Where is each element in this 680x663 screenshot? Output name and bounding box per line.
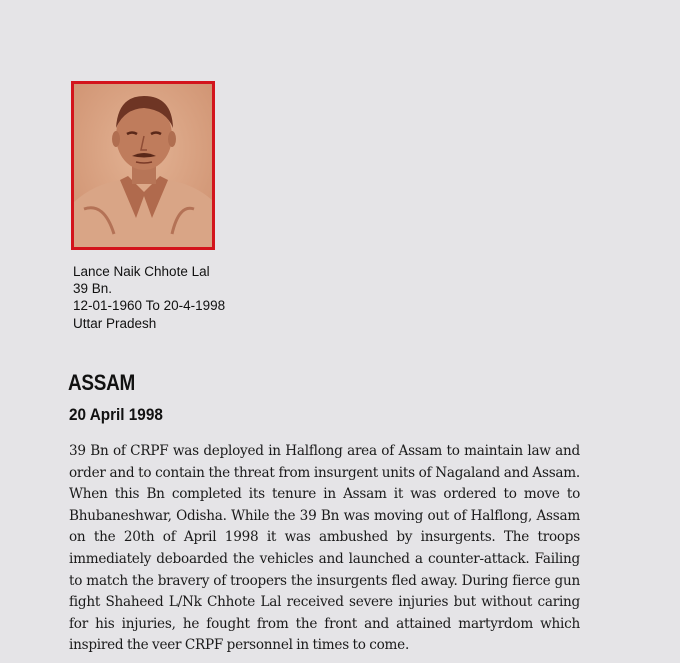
profile-dates: 12-01-1960 To 20-4-1998 [73,298,226,314]
incident-state-heading: ASSAM [68,370,136,395]
incident-narrative: 39 Bn of CRPF was deployed in Halflong area of Assam to maintain law and order and to contain the threat from insurgent units of Nagaland and Assam. When this Bn completed its tenure in Assam it was ordered to move to Bhubaneshwar, Odisha. While the 39 Bn was moving out of Halflong, Assam on the 20th of April 1998 it was ambushed by insurgents. The troops immediately deboarded the vehicles and launched a counter-attack. Failing to match the bravery of troopers the insurgents fled away. During fierce gun fight Shaheed L/Nk Chhote Lal received severe injuries but without caring for his injuries, he fought from the front and attained martyrdom which inspired the veer CRPF personnel in times to come. [69,443,580,654]
portrait-photo [71,81,215,250]
profile-name: Lance Naik Chhote Lal [73,264,210,279]
profile-battalion: 39 Bn. [73,281,113,297]
portrait-image [74,84,212,247]
profile-caption [73,263,225,332]
incident-date: 20 April 1998 [69,405,163,424]
profile-home-state: Uttar Pradesh [73,315,157,331]
